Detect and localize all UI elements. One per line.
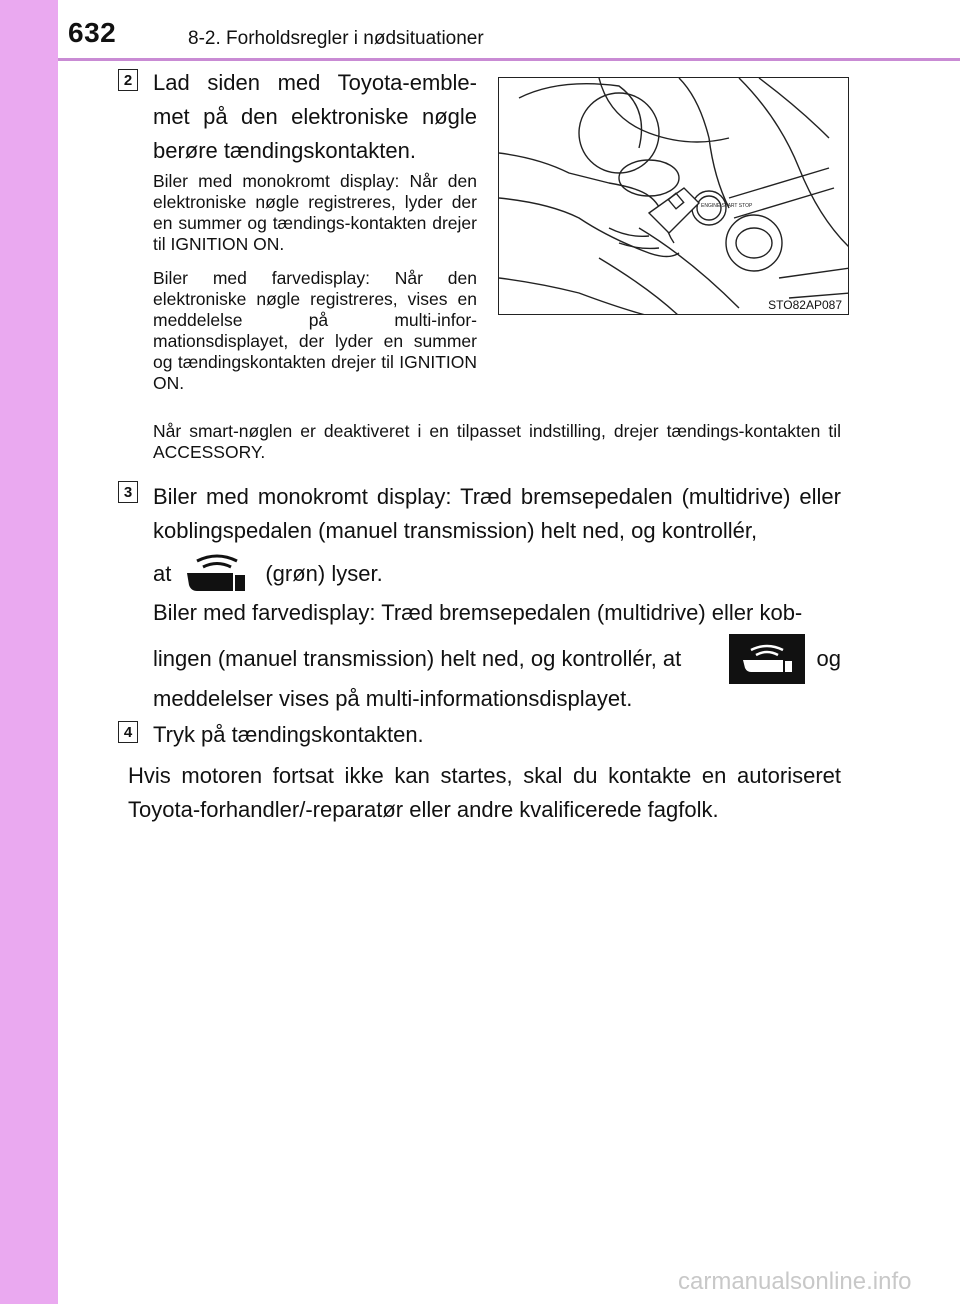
step3-at-text: at: [153, 561, 172, 586]
page-number: 632: [68, 17, 117, 48]
key-indicator-green-icon: [183, 549, 253, 599]
header-divider: [58, 58, 960, 61]
step-badge-2: 2: [118, 69, 138, 91]
section-title: 8-2. Forholdsregler i nødsituationer: [188, 28, 484, 49]
step3-color-text-a: Biler med farvedisplay: Træd bremsepedalen (multidrive) eller kob-: [153, 600, 803, 625]
step2-note-smart: Når smart-nøglen er deaktiveret i en tilpasset indstilling, drejer tændings-kontakten til ACCESSORY.: [153, 421, 841, 462]
key-fob-illustration: [498, 77, 849, 315]
step3-color-text-b: lingen (manuel transmission) helt ned, og kontrollér, at: [153, 646, 682, 671]
key-indicator-display-icon: [729, 634, 805, 684]
step3-color-line-2: [153, 633, 841, 685]
step-badge-4: 4: [118, 721, 138, 743]
step3-og-text: og: [816, 646, 841, 671]
step3-color-text-c: meddelelser vises på multi-informationsdisplayet.: [153, 686, 633, 711]
start-stop-label: ENGINE START STOP: [701, 203, 753, 209]
step-badge-3: 3: [118, 481, 138, 503]
watermark: carmanualsonline.info: [678, 1268, 912, 1295]
figure-code: STO82AP087: [768, 298, 842, 312]
step3-icon-group: [729, 634, 841, 684]
side-tab-bar: [0, 0, 58, 1304]
step2-note-mono: Biler med monokromt display: Når den elektroniske nøgle registreres, lyder der en summer og tændings-kontakten drejer til IGNITION ON.: [153, 171, 477, 254]
dashboard-hand-drawing: [499, 78, 849, 315]
step3-mono-line-2: [153, 548, 383, 600]
step4-text: Tryk på tændingskontakten.: [153, 722, 424, 747]
step3-mono-text: Biler med monokromt display: Træd bremsepedalen (multidrive) eller koblingspedalen (manuel transmission) helt ned, og kontrollér,: [153, 484, 841, 543]
step2-note-color: Biler med farvedisplay: Når den elektroniske nøgle registreres, vises en meddelelse på multi-infor-mationsdisplayet, der lyder en summer og tændingskontakten drejer til IGNITION ON.: [153, 268, 477, 393]
closing-text: Hvis motoren fortsat ikke kan startes, skal du kontakte en autoriseret Toyota-forhandler/-reparatør eller andre kvalificerede fagfolk.: [128, 763, 841, 822]
step3-green-text: (grøn) lyser.: [265, 561, 383, 586]
step2-main-text: Lad siden med Toyota-emble-met på den elektroniske nøgle berøre tændingskontakten.: [153, 70, 477, 163]
